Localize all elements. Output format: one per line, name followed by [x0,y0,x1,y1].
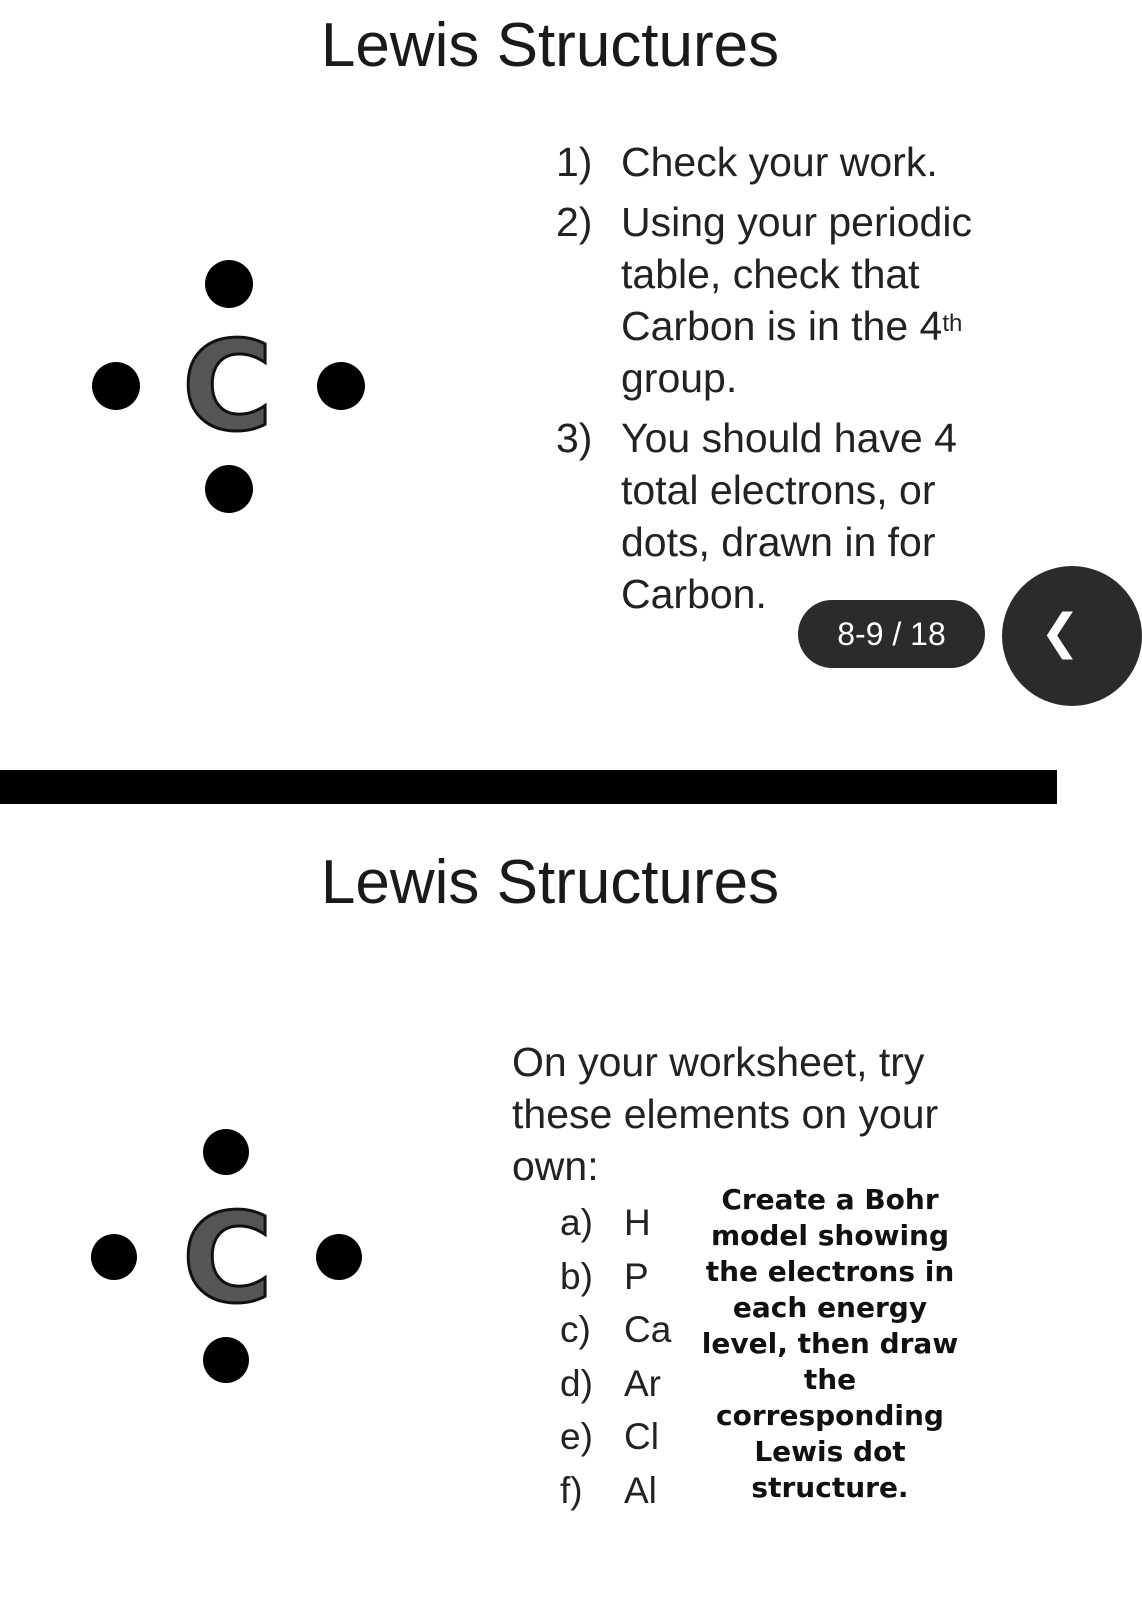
element-list [560,1196,671,1517]
step-number: 1) [556,139,593,185]
electron-dot-right [316,1234,362,1280]
instructions-intro: On your worksheet, try these elements on your own: [512,1039,939,1189]
element-symbol: H [624,1202,651,1243]
ordinal-suffix: th [942,310,963,337]
item-letter: c) [560,1309,591,1350]
step-item [556,412,1016,620]
element-symbol: Al [624,1469,657,1511]
element-symbol: Ar [624,1362,661,1404]
steps-list [556,136,1016,628]
carbon-symbol: C [182,1187,274,1331]
previous-page-button[interactable] [1002,566,1142,706]
electron-dot-left [92,362,140,410]
step-text: Check your work. [621,139,938,185]
list-item [560,1196,671,1250]
electron-dot-bottom [203,1337,249,1383]
item-letter: e) [560,1416,593,1457]
step-text: Using your periodic table, check that Carbon is in the 4 [621,199,972,349]
step-text-end: group. [621,355,738,401]
element-symbol: Cl [624,1416,659,1457]
item-letter: a) [560,1202,593,1243]
electron-dot-top [205,260,253,308]
item-letter: f) [560,1469,583,1511]
step-number: 3) [556,415,593,461]
step-number: 2) [556,199,593,245]
list-item [560,1357,671,1411]
list-item [560,1250,671,1304]
element-symbol: P [624,1255,649,1297]
step-item [556,196,1016,404]
electron-dot-right [317,362,365,410]
carbon-symbol: C [182,315,274,459]
slide-title: Lewis Structures [320,11,780,80]
list-item [560,1303,671,1357]
slide-divider [0,770,1057,804]
bohr-model-instruction: Create a Bohr model showing the electrons in each energy level, then draw the corresponding Lewis dot structure. [701,1183,959,1504]
page-indicator: 8-9 / 18 [798,600,985,668]
electron-dot-top [203,1129,249,1175]
element-symbol: Ca [624,1309,672,1350]
item-letter: d) [560,1362,593,1404]
step-item [556,136,1016,188]
list-item [560,1410,671,1464]
slide-8 [0,0,1081,770]
item-letter: b) [560,1255,593,1297]
slide-title: Lewis Structures [320,848,780,917]
electron-dot-left [91,1234,137,1280]
step-text: You should have 4 total electrons, or dots, drawn in for Carbon. [621,415,957,617]
electron-dot-bottom [205,465,253,513]
list-item [560,1464,671,1518]
slide-9 [0,804,1057,1620]
chevron-left-icon: ❮ [1040,606,1081,659]
